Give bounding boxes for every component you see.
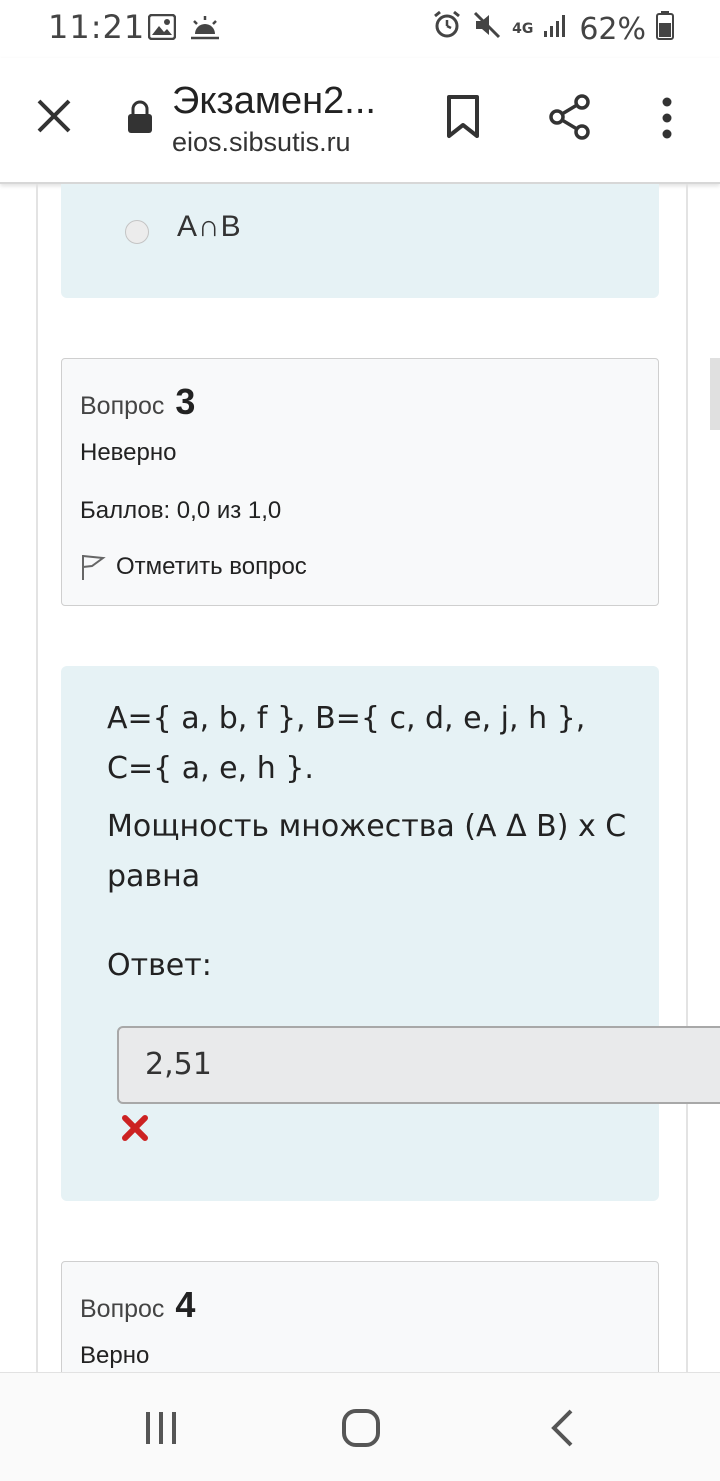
scrollbar-thumb[interactable] [710,358,720,430]
answer-input[interactable]: 2,51 [117,1026,720,1104]
question-label: Вопрос [80,1295,165,1323]
question-number-value: 3 [175,381,196,422]
previous-question-answers [61,184,659,298]
flag-question-link[interactable] [80,553,307,581]
mute-icon [472,10,502,48]
question-number [80,1284,195,1326]
weather-icon [190,14,220,44]
close-button[interactable] [34,96,74,136]
recent-apps-button[interactable] [144,1411,178,1445]
share-button[interactable] [548,94,592,140]
question-3-info [61,358,659,606]
browser-toolbar [0,58,720,184]
back-icon [550,1409,574,1447]
page-url: eios.sibsutis.ru [172,127,351,157]
network-type: 4G [512,21,534,37]
answer-option-text: A∩B [177,210,242,243]
alarm-icon [432,10,462,48]
signal-icon [543,12,569,47]
status-bar [0,0,720,58]
back-button[interactable] [550,1409,574,1447]
status-right [432,10,674,48]
page-title: Экзамен2... [172,80,376,122]
flag-question-label: Отметить вопрос [116,553,307,580]
question-3-content [61,666,659,1201]
android-nav-bar [0,1372,720,1481]
lock-icon[interactable] [126,100,154,134]
wrong-cross-icon [121,1114,149,1142]
home-button[interactable] [342,1409,380,1447]
recent-apps-icon [144,1411,178,1445]
question-state: Верно [80,1342,150,1369]
question-text-line-2: Мощность множества (A Δ B) x C равна [107,809,627,894]
question-number [80,381,195,423]
gallery-icon [148,14,176,44]
share-icon [548,94,592,140]
close-icon [34,96,74,136]
address-area[interactable] [172,80,422,158]
question-text [107,694,627,910]
bookmark-button[interactable] [444,94,482,140]
more-menu-button[interactable] [652,96,682,140]
question-label: Вопрос [80,392,165,420]
answer-label: Ответ: [107,948,212,983]
flag-icon [80,553,106,581]
question-state: Неверно [80,439,177,466]
status-time: 11:21 [48,8,146,46]
question-text-line-1: A={ a, b, f }, B={ c, d, e, j, h }, C={ a, e, h }. [107,701,586,786]
more-vert-icon [652,96,682,140]
battery-percent: 62% [579,11,646,47]
question-grade: Баллов: 0,0 из 1,0 [80,497,282,524]
home-icon [342,1409,380,1447]
battery-icon [656,10,674,48]
bookmark-icon [444,94,482,140]
status-left-icons [148,14,220,44]
question-number-value: 4 [175,1284,196,1325]
answer-radio[interactable] [125,220,149,244]
